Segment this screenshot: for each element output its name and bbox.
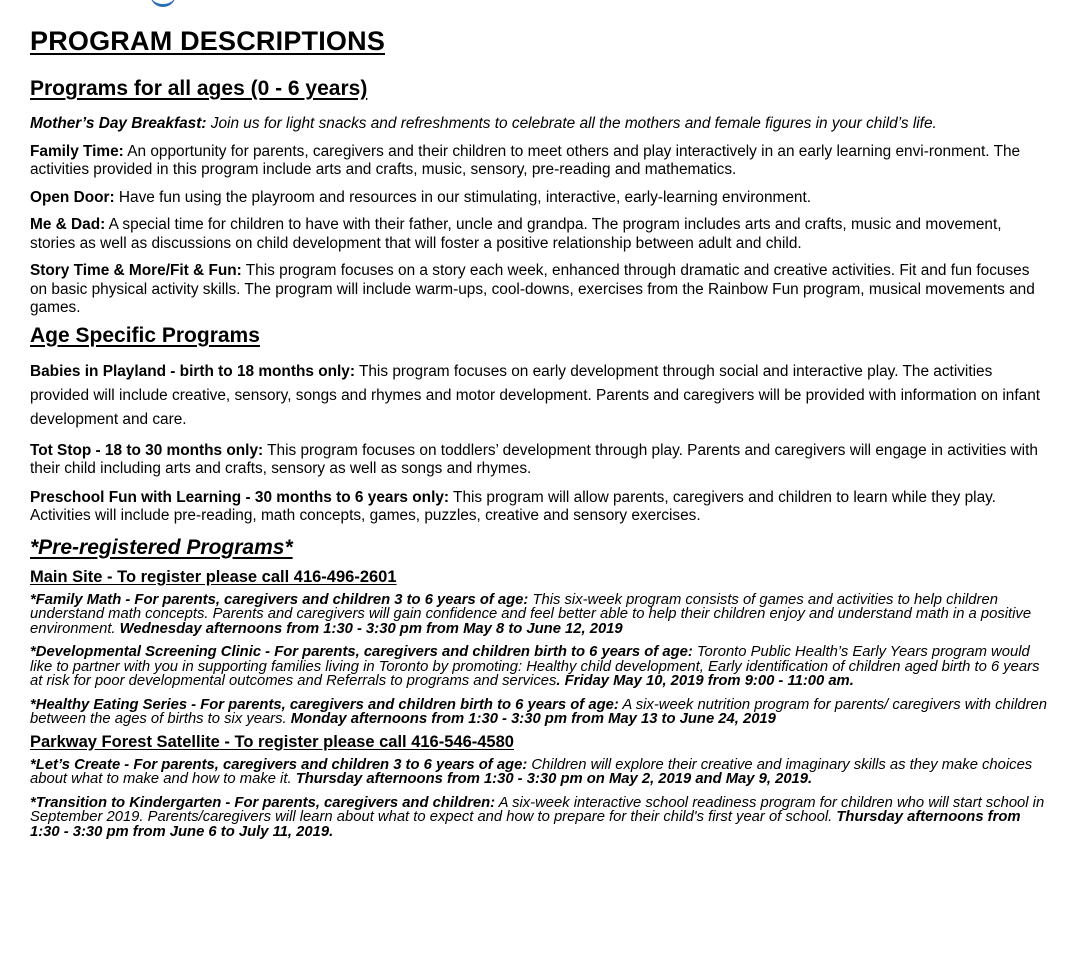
program-entry-family-time bbox=[30, 143, 1050, 180]
program-title: Preschool Fun with Learning - 30 months to 6 years only: bbox=[30, 488, 450, 506]
program-text: Toronto Public Health’s Early Years program would like to partner with you in supporting families living in Toronto by promoting: Healthy child development, Early identification of children aged birth to 6 years at risk for poor developmental outcomes and Referrals to programs and services bbox=[30, 644, 1040, 689]
program-title: Me & Dad: bbox=[30, 216, 106, 233]
section-heading-pre-registered: *Pre-registered Programs* bbox=[30, 535, 293, 559]
program-schedule: Thursday afternoons from 1:30 - 3:30 pm on May 2, 2019 and May 9, 2019. bbox=[295, 771, 813, 787]
parkway-site-heading: Parkway Forest Satellite - To register please call 416-546-4580 bbox=[30, 732, 514, 751]
program-text: This program will allow parents, caregivers and children to learn while they play. Activities will include pre-reading, math concepts, games, puzzles, creative and sensory exercises. bbox=[30, 488, 996, 524]
program-entry-babies-in-playland bbox=[30, 360, 1050, 432]
program-entry-transition-to-kindergarten bbox=[30, 796, 1050, 840]
program-schedule: Thursday afternoons from 1:30 - 3:30 pm from June 6 to July 11, 2019. bbox=[30, 809, 1021, 840]
program-entry-open-door bbox=[30, 189, 1050, 208]
program-entry-preschool-fun bbox=[30, 489, 1050, 526]
program-title: Open Door: bbox=[30, 188, 115, 206]
program-title: *Family Math - For parents, caregivers and children 3 to 6 years of age: bbox=[30, 591, 529, 608]
program-title: Mother’s Day Breakfast: bbox=[30, 115, 207, 132]
program-title: Babies in Playland - birth to 18 months only: bbox=[30, 362, 355, 380]
program-text: Children will explore their creative and imaginary skills as they make choices about what to make and how to make it. bbox=[30, 756, 1033, 787]
program-title: *Transition to Kindergarten - For parents, caregivers and children: bbox=[30, 794, 496, 811]
program-entry-family-math bbox=[30, 593, 1050, 637]
program-entry-tot-stop bbox=[30, 442, 1050, 479]
program-text: Join us for light snacks and refreshments to celebrate all the mothers and female figures in your child’s life. bbox=[206, 115, 937, 132]
program-entry-me-and-dad bbox=[30, 216, 1050, 253]
main-site-heading: Main Site - To register please call 416-496-2601 bbox=[30, 567, 397, 586]
program-schedule: Wednesday afternoons from 1:30 - 3:30 pm from May 8 to June 12, 2019 bbox=[119, 620, 623, 637]
program-schedule: Monday afternoons from 1:30 - 3:30 pm from May 13 to June 24, 2019 bbox=[290, 711, 776, 727]
program-title: *Let’s Create - For parents, caregivers and children 3 to 6 years of age: bbox=[30, 756, 528, 773]
program-title: Family Time: bbox=[30, 142, 124, 160]
program-title: *Healthy Eating Series - For parents, caregivers and children birth to 6 years of age: bbox=[30, 696, 619, 713]
program-entry-developmental-screening bbox=[30, 645, 1050, 689]
program-text: This program focuses on a story each week, enhanced through dramatic and creative activities. Fit and fun focuses on basic physical activity skills. The program will include warm-ups, cool-downs, exercises from the Rainbow Fun program, musical movements and games. bbox=[30, 262, 1035, 316]
program-text: A six-week interactive school readiness program for children who will start school in September 2019. Parents/caregivers will learn about what to expect and how to prepare for their child's first year of school. bbox=[30, 794, 1045, 825]
program-text: Have fun using the playroom and resources in our stimulating, interactive, early-learning environment. bbox=[114, 188, 812, 206]
program-text: This program focuses on toddlers’ development through play. Parents and caregivers will engage in activities with their child including arts and crafts, sensory as well as songs and rhymes. bbox=[30, 441, 1038, 477]
program-title: Tot Stop - 18 to 30 months only: bbox=[30, 441, 264, 459]
program-descriptions-page bbox=[30, 26, 1050, 839]
program-title: Story Time & More/Fit & Fun: bbox=[30, 262, 242, 279]
section-heading-age-specific: Age Specific Programs bbox=[30, 323, 260, 347]
page-title: PROGRAM DESCRIPTIONS bbox=[30, 26, 386, 56]
program-title: *Developmental Screening Clinic - For parents, caregivers and children birth to 6 years of age: bbox=[30, 644, 693, 660]
program-text: A special time for children to have with their father, uncle and grandpa. The program includes arts and crafts, music and movement, stories as well as discussions on child development that will foster a positive relationship between adult and child. bbox=[30, 216, 1002, 252]
program-entry-lets-create bbox=[30, 758, 1050, 787]
program-text: This six-week program consists of games and activities to help children understand math concepts. Parents and caregivers will gain confidence and feel better able to help their children enjoy and understand math in a positive environment. bbox=[30, 591, 1032, 637]
program-schedule: . Friday May 10, 2019 from 9:00 - 11:00 am. bbox=[556, 673, 854, 689]
program-text: An opportunity for parents, caregivers and their children to meet others and play interactively in an early learning envi-ronment. The activities provided in this program include arts and crafts, music, sensory, pre-reading and mathematics. bbox=[30, 142, 1021, 178]
program-entry-mothers-day bbox=[30, 115, 1050, 134]
program-text: A six-week nutrition program for parents/ caregivers with children between the ages of births to six years. bbox=[30, 696, 1047, 727]
program-entry-story-time bbox=[30, 262, 1050, 318]
section-heading-all-ages: Programs for all ages (0 - 6 years) bbox=[30, 77, 368, 100]
top-accent-mark bbox=[150, 0, 176, 7]
program-entry-healthy-eating bbox=[30, 698, 1050, 727]
program-text: This program focuses on early development through social and interactive play. The activities provided will include creative, sensory, songs and rhymes and motor development. Parents and caregivers will be provided with information on infant development and care. bbox=[30, 362, 1041, 428]
